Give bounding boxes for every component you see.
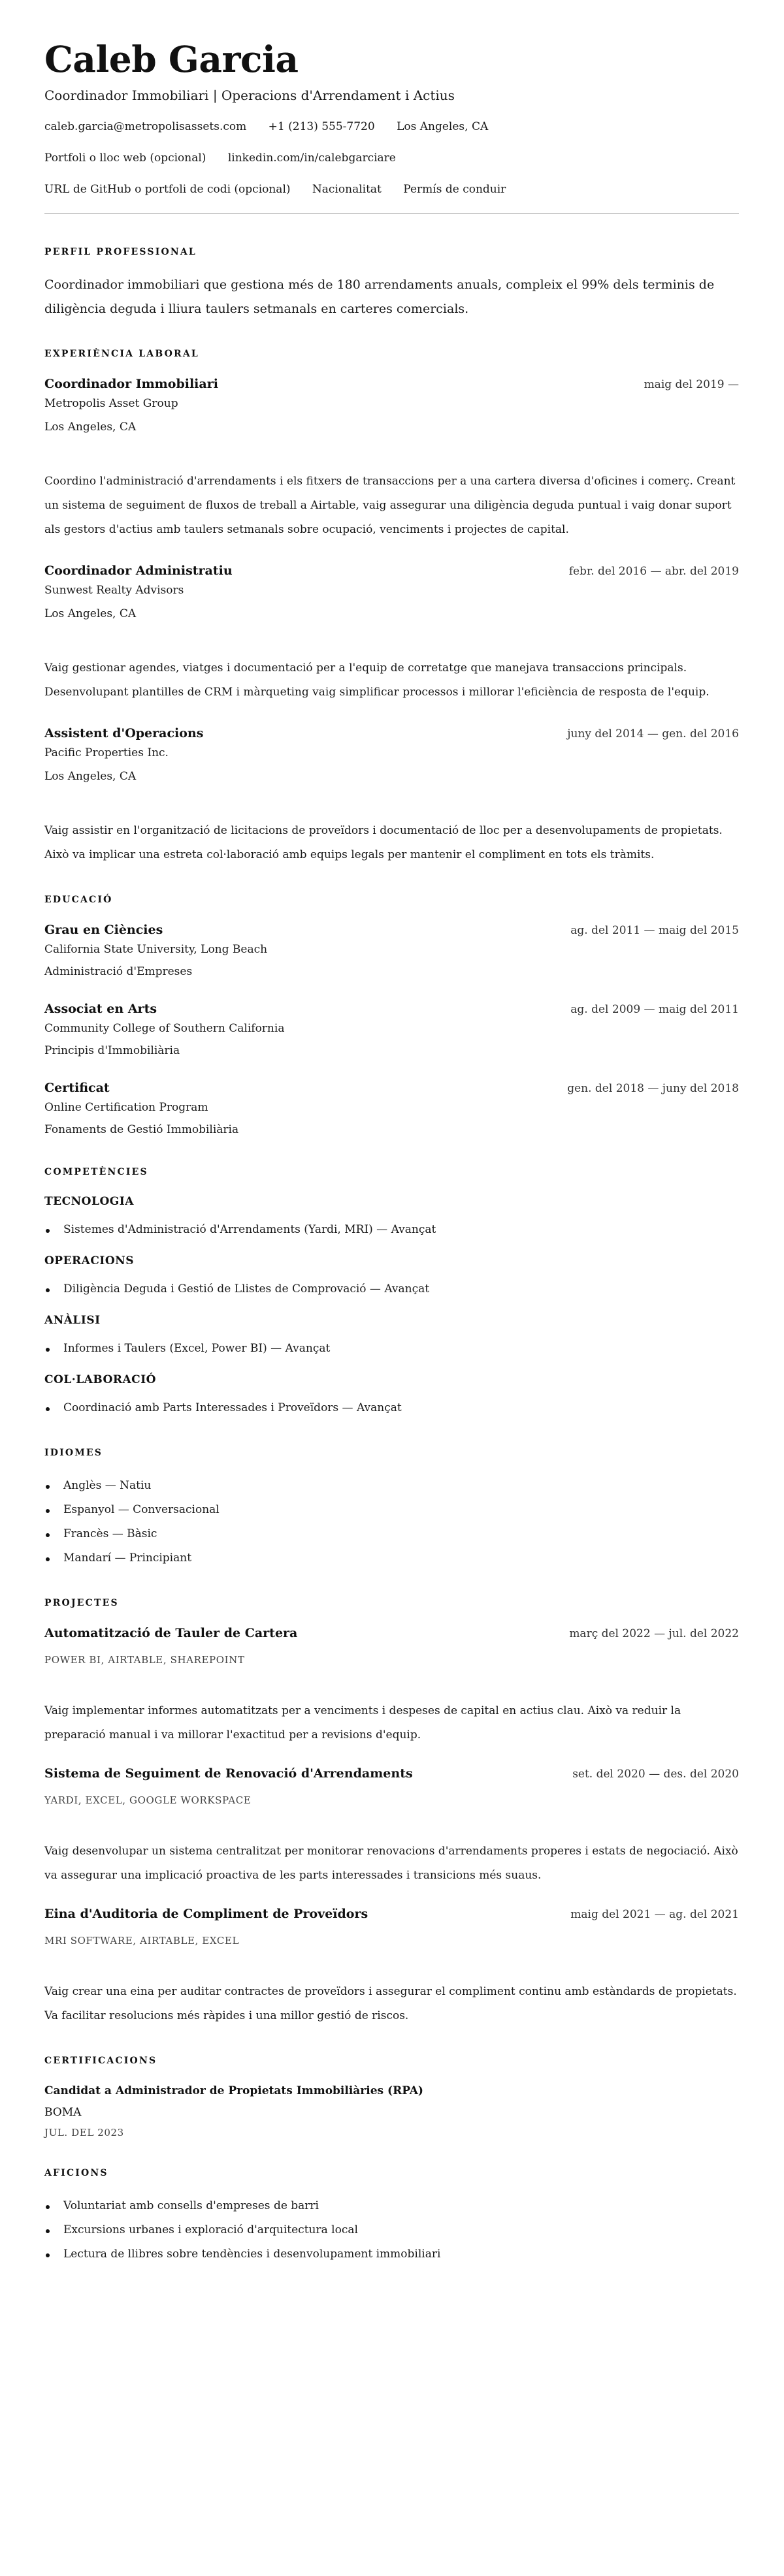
section-title-projects: PROJECTES — [44, 1598, 119, 1608]
skill-group — [44, 1252, 739, 1301]
company-name: Pacific Properties Inc. — [44, 746, 169, 759]
section-title-profile: PERFIL PROFESSIONAL — [44, 247, 197, 257]
section-title-skills: COMPETÈNCIES — [44, 1167, 148, 1177]
job-location: Los Angeles, CA — [44, 421, 137, 434]
project-tech-stack: POWER BI, AIRTABLE, SHAREPOINT — [44, 1654, 245, 1666]
language-item: Espanyol — Conversacional — [44, 1498, 739, 1522]
hobby-item: Lectura de llibres sobre tendències i desenvolupament immobiliari — [44, 2242, 739, 2266]
hobby-item: Excursions urbanes i exploració d'arquitectura local — [44, 2218, 739, 2242]
skill-group — [44, 1312, 739, 1361]
profile-section — [44, 246, 739, 321]
skill-item: Sistemes d'Administració d'Arrendaments (Yardi, MRI) — Avançat — [44, 1218, 739, 1242]
institution-name: California State University, Long Beach — [44, 943, 268, 956]
project-name: Automatització de Tauler de Cartera — [44, 1626, 298, 1640]
project-entry — [44, 1624, 739, 1747]
profile-summary: Coordinador immobiliari que gestiona més de 180 arrendaments anuals, compleix el 99% dels terminis de diligència deguda i lliura taulers setmanals en carteres comercials. — [44, 278, 715, 316]
project-description: Vaig implementar informes automatitzats per a venciments i despeses de capital en actius clau. Això va reduir la preparació manual i va millorar l'exactitud per a revisions d'equip. — [44, 1704, 681, 1741]
project-name: Eina d'Auditoria de Compliment de Proveïdors — [44, 1907, 368, 1921]
job-location: Los Angeles, CA — [44, 770, 137, 783]
project-description: Vaig desenvolupar un sistema centralitzat per monitorar renovacions d'arrendaments properes i estats de negociació. Això va assegurar una implicació proactiva de les parts interessades i transicions més suaus. — [44, 1845, 738, 1882]
degree-title: Certificat — [44, 1081, 110, 1095]
degree-title: Grau en Ciències — [44, 923, 163, 937]
languages-section — [44, 1446, 739, 1570]
phone-number[interactable]: +1 (213) 555-7720 — [268, 120, 375, 133]
project-entry — [44, 1905, 739, 2028]
skill-category: TECNOLOGIA — [44, 1195, 134, 1208]
hobby-item: Voluntariat amb consells d'empreses de barri — [44, 2194, 739, 2218]
projects-section — [44, 1597, 739, 2028]
project-dates: març del 2022 — jul. del 2022 — [569, 1627, 739, 1640]
skills-section — [44, 1166, 739, 1420]
project-description: Vaig crear una eina per auditar contractes de proveïdors i assegurar el compliment continu amb estàndards de propietats. Va facilitar resolucions més ràpides i una millor gestió de riscos. — [44, 1985, 737, 2022]
project-tech-stack: MRI SOFTWARE, AIRTABLE, EXCEL — [44, 1935, 240, 1947]
education-dates: ag. del 2011 — maig del 2015 — [570, 924, 739, 937]
skill-group — [44, 1193, 739, 1242]
institution-name: Community College of Southern California — [44, 1022, 285, 1035]
section-title-languages: IDIOMES — [44, 1448, 103, 1458]
skill-item: Coordinació amb Parts Interessades i Proveïdors — Avançat — [44, 1396, 739, 1420]
job-description: Coordino l'administració d'arrendaments i els fitxers de transaccions per a una cartera diversa d'oficines i comerç. Creant un sistema de seguiment de fluxos de treball a Airtable, vaig assegurar una diligència deguda puntual i vaig donar suport als gestors d'actius amb taulers setmanals sobre ocupació, venciments i projectes de capital. — [44, 475, 736, 536]
skill-category: OPERACIONS — [44, 1254, 134, 1267]
company-name: Metropolis Asset Group — [44, 397, 178, 410]
language-item: Francès — Bàsic — [44, 1522, 739, 1546]
skill-category: COL·LABORACIÓ — [44, 1373, 156, 1386]
job-dates: febr. del 2016 — abr. del 2019 — [568, 565, 739, 578]
company-name: Sunwest Realty Advisors — [44, 584, 184, 597]
candidate-name: Caleb Garcia — [44, 38, 299, 80]
job-dates: juny del 2014 — gen. del 2016 — [567, 727, 739, 740]
experience-entry — [44, 375, 739, 542]
contact-row-1 — [44, 119, 739, 135]
field-of-study: Fonaments de Gestió Immobiliària — [44, 1123, 239, 1136]
section-title-education: EDUCACIÓ — [44, 895, 113, 905]
education-entry — [44, 1000, 739, 1060]
header-divider — [44, 213, 739, 214]
skill-category: ANÀLISI — [44, 1314, 101, 1327]
skill-item: Diligència Deguda i Gestió de Llistes de Comprovació — Avançat — [44, 1277, 739, 1301]
experience-section — [44, 347, 739, 867]
certifications-section — [44, 2054, 739, 2140]
skill-item: Informes i Taulers (Excel, Power BI) — Avançat — [44, 1337, 739, 1361]
job-title: Assistent d'Operacions — [44, 726, 204, 740]
section-title-experience: EXPERIÈNCIA LABORAL — [44, 349, 199, 359]
section-title-hobbies: AFICIONS — [44, 2168, 108, 2178]
project-name: Sistema de Seguiment de Renovació d'Arrendaments — [44, 1766, 413, 1781]
resume-header — [44, 38, 739, 197]
education-dates: gen. del 2018 — juny del 2018 — [567, 1082, 739, 1095]
field-of-study: Principis d'Immobiliària — [44, 1044, 180, 1057]
job-dates: maig del 2019 — — [644, 378, 739, 391]
institution-name: Online Certification Program — [44, 1101, 208, 1114]
education-entry — [44, 921, 739, 981]
job-description: Vaig gestionar agendes, viatges i documentació per a l'equip de corretatge que manejava transaccions principals. Desenvolupant plantilles de CRM i màrqueting vaig simplificar processos i millorar l'eficiència de resposta de l'equip. — [44, 661, 710, 699]
certification-issuer: BOMA — [44, 2106, 82, 2119]
github-link[interactable]: URL de GitHub o portfoli de codi (opcional) — [44, 183, 291, 196]
email-link[interactable]: caleb.garcia@metropolisassets.com — [44, 120, 247, 133]
driving-license: Permís de conduir — [403, 183, 506, 196]
hobbies-section — [44, 2167, 739, 2266]
project-dates: maig del 2021 — ag. del 2021 — [570, 1908, 739, 1921]
linkedin-link[interactable]: linkedin.com/in/calebgarciare — [227, 151, 396, 165]
experience-entry — [44, 724, 739, 867]
experience-entry — [44, 562, 739, 705]
certification-name: Candidat a Administrador de Propietats Immobiliàries (RPA) — [44, 2084, 423, 2097]
project-tech-stack: YARDI, EXCEL, GOOGLE WORKSPACE — [44, 1794, 252, 1806]
portfolio-link[interactable]: Portfoli o lloc web (opcional) — [44, 151, 206, 165]
contact-row-2 — [44, 150, 739, 166]
degree-title: Associat en Arts — [44, 1002, 157, 1016]
contact-row-3 — [44, 182, 739, 197]
section-title-certifications: CERTIFICACIONS — [44, 2056, 157, 2066]
project-dates: set. del 2020 — des. del 2020 — [572, 1768, 739, 1781]
education-dates: ag. del 2009 — maig del 2011 — [570, 1003, 739, 1016]
job-title: Coordinador Administratiu — [44, 564, 233, 578]
education-entry — [44, 1079, 739, 1139]
job-title: Coordinador Immobiliari — [44, 377, 218, 391]
project-entry — [44, 1764, 739, 1888]
location: Los Angeles, CA — [397, 120, 489, 133]
headline: Coordinador Immobiliari | Operacions d'Arrendament i Actius — [44, 87, 455, 103]
certification-entry — [44, 2082, 739, 2140]
skill-group — [44, 1371, 739, 1420]
language-item: Mandarí — Principiant — [44, 1546, 739, 1570]
field-of-study: Administració d'Empreses — [44, 965, 193, 978]
nationality: Nacionalitat — [312, 183, 382, 196]
education-section — [44, 893, 739, 1139]
job-location: Los Angeles, CA — [44, 607, 137, 620]
job-description: Vaig assistir en l'organització de licitacions de proveïdors i documentació de lloc per a desenvolupaments de propietats. Això va implicar una estreta col·laboració amb equips legals per mantenir el compliment en tots els tràmits. — [44, 824, 723, 861]
certification-date: JUL. DEL 2023 — [44, 2127, 124, 2139]
language-item: Anglès — Natiu — [44, 1474, 739, 1498]
